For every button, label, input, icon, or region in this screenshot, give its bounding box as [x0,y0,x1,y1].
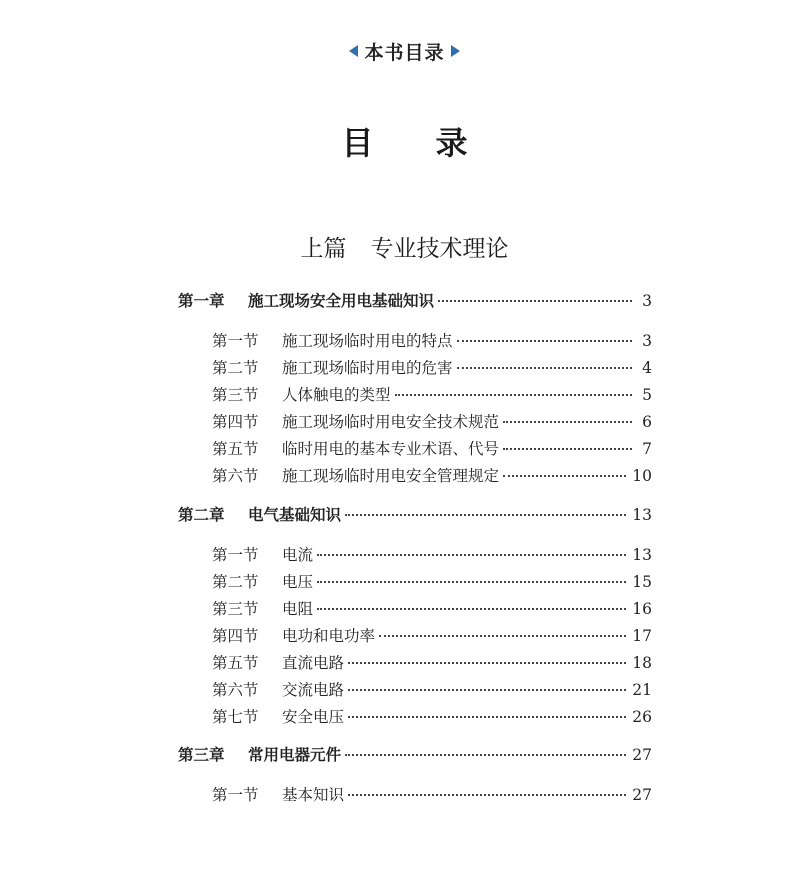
dot-leader [317,608,626,610]
page-title [0,118,809,164]
dot-leader [348,689,626,691]
chapter-number: 第二章 [178,506,225,524]
section-title: 施工现场临时用电安全技术规范 [282,413,500,431]
section-title: 交流电路 [282,681,345,699]
section-title: 电压 [282,573,314,591]
page-number: 27 [632,786,652,804]
page-number: 17 [632,627,652,645]
chapter-title: 常用电器元件 [248,746,342,764]
section-number: 第三节 [212,600,259,618]
toc-section-1-1[interactable] [212,329,652,353]
dot-leader [348,716,626,718]
section-title: 直流电路 [282,654,345,672]
section-title: 人体触电的类型 [282,386,391,404]
section-title: 基本知识 [282,786,345,804]
dot-leader [503,421,632,423]
page-number: 4 [642,359,652,377]
dot-leader [379,635,626,637]
section-number: 第四节 [212,627,259,645]
part-label: 上篇 [300,236,347,262]
section-title: 施工现场临时用电安全管理规定 [282,467,500,485]
toc-chapter-2[interactable] [178,503,652,527]
dot-leader [348,662,626,664]
page-number: 18 [632,654,652,672]
toc-section-1-4[interactable] [212,410,652,434]
toc-section-2-5[interactable] [212,651,652,675]
chapter-title: 施工现场安全用电基础知识 [248,292,435,310]
page-title-char-1: 目 [341,124,374,162]
toc-chapter-1[interactable] [178,289,652,313]
page-number: 16 [632,600,652,618]
page-number: 10 [632,467,652,485]
dot-leader [317,554,626,556]
section-number: 第七节 [212,708,259,726]
section-title: 施工现场临时用电的特点 [282,332,453,350]
section-number: 第三节 [212,386,259,404]
triangle-right-icon [451,45,460,57]
section-number: 第一节 [212,546,259,564]
dot-leader [457,367,632,369]
header-title: 本书目录 [364,41,445,64]
toc-section-1-2[interactable] [212,356,652,380]
toc-section-1-3[interactable] [212,383,652,407]
part-title [0,230,809,263]
page-number: 3 [642,292,652,310]
section-number: 第一节 [212,786,259,804]
dot-leader [348,794,626,796]
section-title: 电流 [282,546,314,564]
toc-section-2-6[interactable] [212,678,652,702]
section-title: 临时用电的基本专业术语、代号 [282,440,500,458]
dot-leader [345,514,626,516]
toc-section-2-3[interactable] [212,597,652,621]
section-number: 第五节 [212,654,259,672]
section-number: 第五节 [212,440,259,458]
toc-section-1-6[interactable] [212,464,652,488]
chapter-title: 电气基础知识 [248,506,342,524]
book-toc-header [0,38,809,64]
page-number: 21 [632,681,652,699]
toc-section-2-1[interactable] [212,543,652,567]
toc-section-1-5[interactable] [212,437,652,461]
chapter-number: 第三章 [178,746,225,764]
dot-leader [395,394,632,396]
section-title: 安全电压 [282,708,345,726]
page-number: 15 [632,573,652,591]
section-title: 施工现场临时用电的危害 [282,359,453,377]
toc-section-2-2[interactable] [212,570,652,594]
chapter-number: 第一章 [178,292,225,310]
dot-leader [317,581,626,583]
page-number: 26 [632,708,652,726]
page-number: 7 [642,440,652,458]
page-number: 13 [632,546,652,564]
section-number: 第一节 [212,332,259,350]
dot-leader [503,475,626,477]
section-number: 第六节 [212,467,259,485]
dot-leader [345,754,626,756]
section-number: 第二节 [212,359,259,377]
triangle-left-icon [349,45,358,57]
section-title: 电阻 [282,600,314,618]
page-number: 13 [632,506,652,524]
dot-leader [457,340,632,342]
page-number: 27 [632,746,652,764]
toc-section-2-4[interactable] [212,624,652,648]
section-number: 第四节 [212,413,259,431]
section-number: 第二节 [212,573,259,591]
page-title-char-2: 录 [435,124,468,162]
dot-leader [438,300,632,302]
toc-section-3-1[interactable] [212,783,652,807]
page-number: 6 [642,413,652,431]
section-title: 电功和电功率 [282,627,376,645]
toc-chapter-3[interactable] [178,743,652,767]
toc-section-2-7[interactable] [212,705,652,729]
section-number: 第六节 [212,681,259,699]
page-number: 3 [642,332,652,350]
part-name: 专业技术理论 [370,236,509,262]
dot-leader [503,448,632,450]
page-number: 5 [642,386,652,404]
